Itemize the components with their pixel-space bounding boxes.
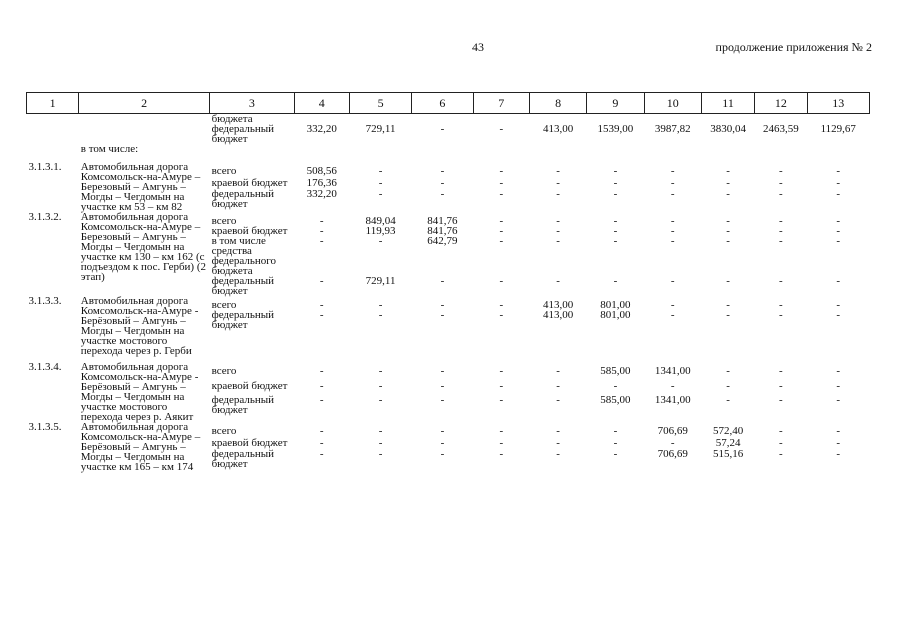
value-cell: - <box>556 425 560 437</box>
value-cell: - <box>556 176 560 189</box>
value-cell: - <box>440 393 445 406</box>
value-cell: - <box>440 309 445 321</box>
value-cell: - <box>836 309 841 321</box>
value-cell: 413,00 <box>542 123 574 135</box>
value-cell: 706,69 <box>657 425 688 437</box>
value-cell <box>473 144 529 162</box>
value-cell: - <box>779 235 783 247</box>
value-cell: - <box>319 275 324 287</box>
value-cell: 3830,04 <box>710 123 746 135</box>
value-cell: 1129,67 <box>820 123 856 135</box>
item-code-cell: 3.1.3.5. <box>28 421 62 433</box>
value-cell: - <box>670 225 675 237</box>
value-cell: - <box>499 436 504 449</box>
value-cell: 572,40 <box>712 425 744 437</box>
funding-source-cell: краевой бюджет <box>211 380 288 393</box>
value-cell: - <box>836 225 841 237</box>
item-code-cell: 3.1.3.1. <box>28 161 62 173</box>
value-cell: - <box>613 380 618 393</box>
value-cell: - <box>440 176 445 189</box>
value-cell: - <box>499 188 504 201</box>
value-cell: - <box>726 275 730 287</box>
value-cell: - <box>779 393 783 406</box>
value-cell: - <box>556 448 560 461</box>
value-cell: - <box>836 215 841 227</box>
value-cell: - <box>836 425 841 437</box>
value-cell: - <box>779 380 783 393</box>
value-cell: - <box>319 425 324 437</box>
value-cell: - <box>319 380 324 393</box>
value-cell: - <box>726 299 730 311</box>
column-number: 11 <box>701 93 754 114</box>
page-number: 43 <box>472 40 484 54</box>
value-cell: - <box>836 448 841 461</box>
value-cell: - <box>779 188 783 201</box>
value-cell: - <box>378 165 383 177</box>
value-cell: - <box>670 275 675 287</box>
table-row <box>27 422 870 438</box>
value-cell: - <box>440 436 445 449</box>
value-cell: - <box>319 299 324 311</box>
item-name-cell <box>79 114 210 125</box>
value-cell: 706,69 <box>657 448 688 461</box>
value-cell: 413,00 <box>542 309 574 321</box>
funding-source-cell <box>210 144 295 162</box>
item-name-cell: Автомобильная дорога Комсомольск-на-Амуре - Берёзовый – Амгунь – Могды – Чегдомын на участке мостового перехода через р. Герби <box>80 295 199 357</box>
value-cell: - <box>499 235 504 247</box>
column-number: 2 <box>79 93 210 114</box>
item-name-cell <box>79 124 210 144</box>
value-cell: 3987,82 <box>654 123 691 135</box>
value-cell: 729,11 <box>365 123 396 135</box>
value-cell: - <box>726 393 730 406</box>
funding-source-cell: федеральный бюджет <box>211 188 275 211</box>
column-number: 1 <box>27 93 79 114</box>
funding-source-cell: федеральный бюджет <box>211 123 275 145</box>
item-code-cell <box>27 124 79 144</box>
value-cell: - <box>836 393 841 406</box>
item-code-cell <box>27 144 79 162</box>
value-cell: 585,00 <box>600 365 631 377</box>
value-cell: - <box>613 425 618 437</box>
value-cell: 119,93 <box>365 225 396 237</box>
value-cell: - <box>499 425 504 437</box>
column-number: 4 <box>294 93 349 114</box>
value-cell: - <box>319 309 324 321</box>
value-cell: - <box>440 448 445 461</box>
value-cell: - <box>779 176 783 189</box>
value-cell: - <box>613 275 618 287</box>
value-cell <box>529 144 586 162</box>
value-cell: - <box>440 299 445 311</box>
value-cell: - <box>499 225 504 237</box>
funding-source-cell: всего <box>211 365 237 377</box>
value-cell: - <box>556 225 560 237</box>
value-cell: 57,24 <box>715 436 741 449</box>
value-cell: 176,36 <box>306 176 337 189</box>
value-cell: 515,16 <box>712 448 744 461</box>
table-row <box>27 162 870 178</box>
value-cell: - <box>670 176 675 189</box>
value-cell <box>644 144 701 162</box>
value-cell: - <box>319 436 324 449</box>
value-cell: 801,00 <box>600 299 631 311</box>
value-cell <box>587 144 644 162</box>
budget-table <box>26 92 870 472</box>
value-cell: - <box>378 299 383 311</box>
table-row <box>27 212 870 226</box>
value-cell: - <box>319 225 324 237</box>
value-cell: - <box>613 225 618 237</box>
value-cell: - <box>779 425 783 437</box>
value-cell: 332,20 <box>306 188 337 201</box>
value-cell: - <box>499 380 504 393</box>
value-cell: 1341,00 <box>654 393 691 406</box>
item-name-cell: Автомобильная дорога Комсомольск-на-Амуре – Берёзовый – Амгунь – Могды – Чегдомын на участке км 165 – км 174 <box>80 421 201 473</box>
value-cell: - <box>378 309 383 321</box>
value-cell: - <box>779 275 783 287</box>
value-cell: - <box>670 309 675 321</box>
value-cell: - <box>556 436 560 449</box>
value-cell: - <box>499 365 504 377</box>
column-number: 10 <box>644 93 701 114</box>
funding-source-cell: всего <box>211 425 237 437</box>
value-cell: - <box>779 215 783 227</box>
value-cell: - <box>556 393 560 406</box>
value-cell: - <box>670 165 675 177</box>
value-cell: - <box>836 380 841 393</box>
value-cell: - <box>499 215 504 227</box>
value-cell: - <box>670 436 675 449</box>
item-code-cell: 3.1.3.3. <box>28 295 62 307</box>
funding-source-cell: краевой бюджет <box>211 225 288 237</box>
value-cell: - <box>613 176 618 189</box>
value-cell: 801,00 <box>600 309 631 321</box>
value-cell: - <box>726 165 730 177</box>
value-cell: - <box>378 188 383 201</box>
value-cell: 413,00 <box>542 299 574 311</box>
appendix-continuation-note: продолжение приложения № 2 <box>715 40 872 54</box>
column-number: 5 <box>349 93 411 114</box>
value-cell: - <box>378 176 383 189</box>
funding-source-cell: краевой бюджет <box>211 436 288 449</box>
value-cell: - <box>499 393 504 406</box>
value-cell: - <box>726 176 730 189</box>
value-cell: - <box>440 275 445 287</box>
value-cell: - <box>726 380 730 393</box>
item-name-cell: Автомобильная дорога Комсомольск-на-Амуре - Берёзовый – Амгунь – Могды – Чегдомын на участке мостового перехода через р. Аякит <box>80 361 199 423</box>
table-row <box>27 296 870 310</box>
value-cell: - <box>556 275 560 287</box>
value-cell: - <box>613 436 618 449</box>
value-cell: - <box>556 365 560 377</box>
value-cell <box>349 144 411 162</box>
value-cell: - <box>378 235 383 247</box>
value-cell: 841,76 <box>427 215 458 227</box>
value-cell: - <box>726 235 730 247</box>
value-cell <box>412 144 473 162</box>
value-cell <box>294 144 349 162</box>
table-body <box>27 114 870 473</box>
value-cell: - <box>378 448 383 461</box>
value-cell: - <box>726 225 730 237</box>
value-cell: - <box>556 380 560 393</box>
value-cell: - <box>319 393 324 406</box>
value-cell: - <box>779 448 783 461</box>
value-cell: - <box>779 225 783 237</box>
value-cell: - <box>319 448 324 461</box>
value-cell: 729,11 <box>365 275 396 287</box>
value-cell: - <box>378 380 383 393</box>
funding-source-cell: федеральный бюджет <box>211 309 275 331</box>
value-cell: - <box>440 380 445 393</box>
value-cell: 508,56 <box>306 165 337 177</box>
value-cell: 332,20 <box>306 123 337 135</box>
value-cell: - <box>779 365 783 377</box>
column-number: 8 <box>529 93 586 114</box>
value-cell: - <box>836 165 841 177</box>
column-number: 9 <box>587 93 644 114</box>
value-cell: - <box>613 235 618 247</box>
value-cell: 1539,00 <box>597 123 634 135</box>
value-cell: - <box>836 188 841 201</box>
item-code-cell: 3.1.3.2. <box>28 211 62 223</box>
item-code-cell <box>27 114 79 125</box>
value-cell: - <box>613 188 618 201</box>
value-cell: - <box>836 275 841 287</box>
value-cell <box>701 144 754 162</box>
value-cell: - <box>556 188 560 201</box>
value-cell: - <box>613 448 618 461</box>
item-code-cell: 3.1.3.4. <box>28 361 62 373</box>
value-cell: - <box>499 275 504 287</box>
value-cell: - <box>836 235 841 247</box>
funding-source-cell: всего <box>211 299 237 311</box>
value-cell: - <box>613 215 618 227</box>
value-cell: - <box>670 299 675 311</box>
value-cell <box>807 144 869 162</box>
value-cell: - <box>726 215 730 227</box>
column-number: 7 <box>473 93 529 114</box>
table-row <box>27 144 870 162</box>
value-cell: - <box>499 165 504 177</box>
value-cell: 1341,00 <box>654 365 691 377</box>
value-cell <box>755 144 807 162</box>
funding-source-cell: в том числе средства федерального бюджета <box>211 235 277 277</box>
funding-source-cell: краевой бюджет <box>211 176 288 189</box>
value-cell: - <box>378 393 383 406</box>
value-cell: - <box>726 309 730 321</box>
value-cell: - <box>319 235 324 247</box>
funding-source-cell: всего <box>211 215 237 227</box>
value-cell: 841,76 <box>427 225 458 237</box>
value-cell: - <box>726 365 730 377</box>
value-cell: - <box>670 380 675 393</box>
value-cell: - <box>319 215 324 227</box>
item-name-cell: Автомобильная дорога Комсомольск-на-Амуре – Березовый – Амгунь – Могды – Чегдомын на участке км 53 – км 82 <box>80 161 201 213</box>
value-cell: - <box>499 448 504 461</box>
value-cell: - <box>836 436 841 449</box>
value-cell: - <box>378 436 383 449</box>
value-cell: - <box>779 309 783 321</box>
funding-source-cell: федеральный бюджет <box>211 448 275 471</box>
value-cell: - <box>670 188 675 201</box>
value-cell: - <box>556 235 560 247</box>
table-row <box>27 124 870 144</box>
value-cell: - <box>836 176 841 189</box>
item-name-cell: в том числе: <box>80 143 139 155</box>
value-cell: - <box>779 436 783 449</box>
value-cell: - <box>440 425 445 437</box>
value-cell: - <box>499 176 504 189</box>
value-cell: - <box>499 123 504 135</box>
column-number: 3 <box>210 93 295 114</box>
table-row <box>27 362 870 381</box>
funding-source-cell: бюджета <box>211 113 253 125</box>
value-cell: 849,04 <box>365 215 396 227</box>
funding-source-cell: всего <box>211 165 237 177</box>
value-cell: - <box>440 123 445 135</box>
value-cell: 642,79 <box>427 235 458 247</box>
value-cell: - <box>440 365 445 377</box>
value-cell: - <box>726 188 730 201</box>
value-cell: - <box>670 215 675 227</box>
value-cell: - <box>556 215 560 227</box>
value-cell: - <box>836 299 841 311</box>
value-cell: - <box>779 165 783 177</box>
funding-source-cell: федеральный бюджет <box>211 275 275 297</box>
column-number: 13 <box>807 93 869 114</box>
value-cell: 585,00 <box>600 393 631 406</box>
value-cell: - <box>378 425 383 437</box>
value-cell: - <box>556 165 560 177</box>
value-cell: - <box>499 309 504 321</box>
value-cell: 2463,59 <box>763 123 799 135</box>
column-number: 12 <box>755 93 807 114</box>
item-name-cell: Автомобильная дорога Комсомольск-на-Амуре – Березовый – Амгунь – Могды – Чегдомын на участке км 130 – км 162 (с подъездом к пос. Герби) (2 этап) <box>80 211 207 283</box>
value-cell: - <box>499 299 504 311</box>
value-cell: - <box>378 365 383 377</box>
value-cell: - <box>440 165 445 177</box>
column-number: 6 <box>412 93 473 114</box>
value-cell: - <box>319 365 324 377</box>
value-cell: - <box>440 188 445 201</box>
value-cell: - <box>613 165 618 177</box>
value-cell: - <box>670 235 675 247</box>
value-cell: - <box>836 365 841 377</box>
value-cell: - <box>779 299 783 311</box>
column-number-row <box>27 93 870 114</box>
funding-source-cell: федеральный бюджет <box>211 393 275 416</box>
